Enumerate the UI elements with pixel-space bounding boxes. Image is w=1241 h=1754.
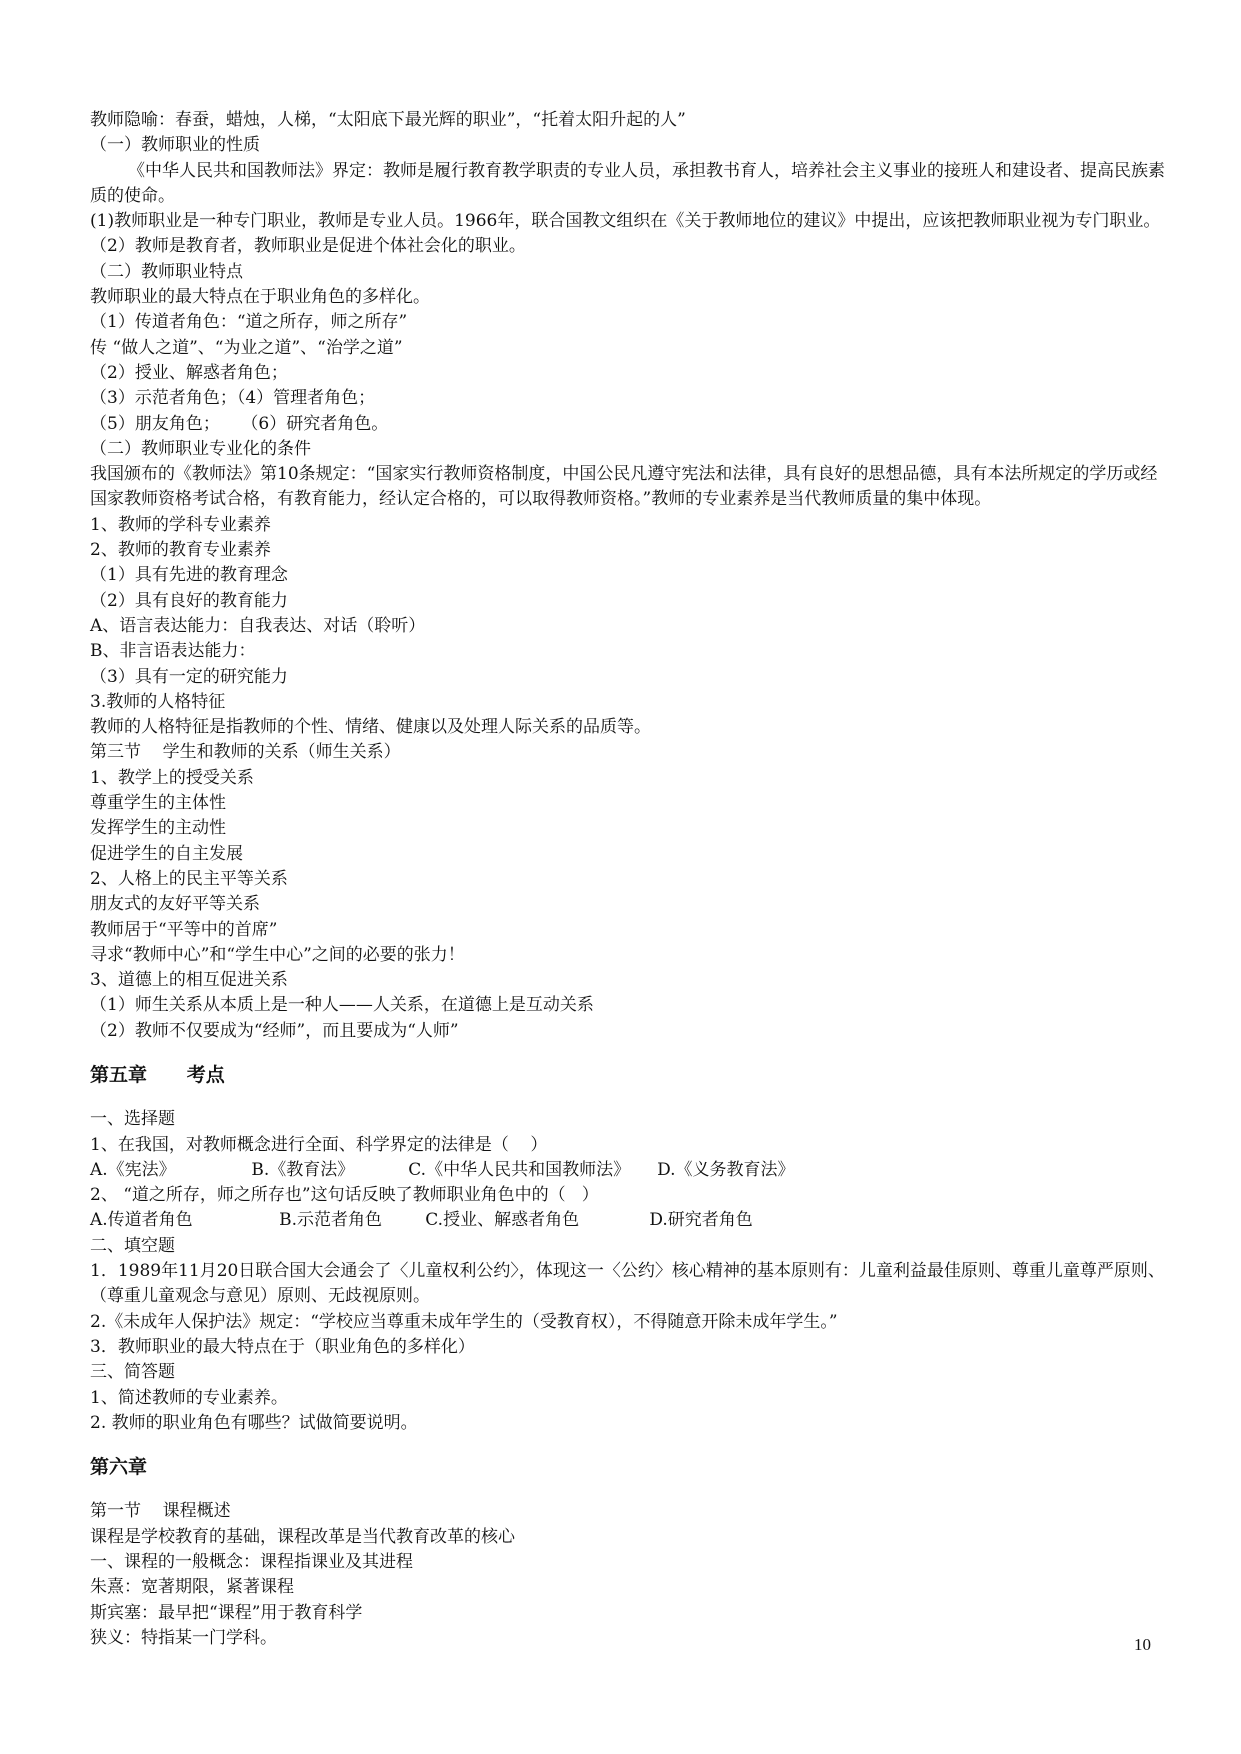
text-line: （3）示范者角色；（4）管理者角色； bbox=[90, 388, 376, 409]
text-line: 斯宾塞：最早把“课程”用于教育科学 bbox=[90, 1602, 363, 1623]
text-line: （1）具有先进的教育理念 bbox=[90, 565, 288, 586]
question-line: 1、在我国，对教师概念进行全面、科学界定的法律是（ ） bbox=[90, 1134, 548, 1155]
text-line: （3）具有一定的研究能力 bbox=[90, 666, 288, 687]
text-line: 教师的人格特征是指教师的个性、情绪、健康以及处理人际关系的品质等。 bbox=[90, 717, 651, 738]
text-line: 课程是学校教育的基础，课程改革是当代教育改革的核心 bbox=[90, 1526, 515, 1547]
text-line: 2. 教师的职业角色有哪些？试做简要说明。 bbox=[90, 1412, 418, 1433]
text-line: 一、课程的一般概念：课程指课业及其进程 bbox=[90, 1552, 413, 1573]
text-line: 狭义：特指某一门学科。 bbox=[90, 1627, 277, 1648]
page-number: 10 bbox=[1134, 1635, 1151, 1654]
page-content bbox=[90, 108, 1165, 1651]
text-line: 朱熹：宽著期限，紧著课程 bbox=[90, 1577, 294, 1598]
text-line: （2）授业、解惑者角色； bbox=[90, 362, 288, 383]
text-line: 1、教师的学科专业素养 bbox=[90, 514, 271, 535]
paragraph: 我国颁布的《教师法》第10条规定：“国家实行教师资格制度，中国公民凡遵守宪法和法律，具有良好的思想品德，具有本法所规定的学历或经国家教师资格考试合格，有教育能力，经认定合格的，可以取得教师资格。”教师的专业素养是当代教师质量的集中体现。 bbox=[90, 464, 1158, 510]
text-line: （1）传道者角色：“道之所存，师之所存” bbox=[90, 312, 408, 333]
section-heading: 二、填空题 bbox=[90, 1235, 175, 1256]
question-line: 2、 “道之所存，师之所存也”这句话反映了教师职业角色中的（ ） bbox=[90, 1185, 599, 1206]
section-heading: 一、选择题 bbox=[90, 1109, 175, 1130]
answer-options: A.传道者角色 B.示范者角色 C.授业、解惑者角色 D.研究者角色 bbox=[90, 1210, 753, 1231]
text-line: 尊重学生的主体性 bbox=[90, 793, 226, 814]
text-line: 传 “做人之道”、“为业之道”、“治学之道” bbox=[90, 337, 403, 358]
text-line: 朋友式的友好平等关系 bbox=[90, 894, 260, 915]
section-heading: 三、简答题 bbox=[90, 1362, 175, 1383]
section-heading: （二）教师职业专业化的条件 bbox=[90, 438, 311, 459]
chapter-heading: 第六章 bbox=[90, 1456, 148, 1479]
text-line: 教师隐喻：春蚕，蜡烛，人梯，“太阳底下最光辉的职业”，“托着太阳升起的人” bbox=[90, 110, 686, 130]
text-line: 3．教师职业的最大特点在于（职业角色的多样化） bbox=[90, 1336, 475, 1357]
text-line: 3、道德上的相互促进关系 bbox=[90, 970, 288, 991]
paragraph: 《中华人民共和国教师法》界定：教师是履行教育教学职责的专业人员，承担教书育人，培养社会主义事业的接班人和建设者、提高民族素质的使命。 bbox=[90, 160, 1165, 206]
text-line: 3.教师的人格特征 bbox=[90, 691, 226, 712]
text-line: 寻求“教师中心”和“学生中心”之间的必要的张力！ bbox=[90, 944, 465, 965]
text-line: 促进学生的自主发展 bbox=[90, 843, 243, 864]
section-heading: （一）教师职业的性质 bbox=[90, 135, 260, 156]
text-line: 2.《未成年人保护法》规定：“学校应当尊重未成年学生的（受教育权），不得随意开除未成年学生。” bbox=[90, 1311, 838, 1332]
text-line: （2）具有良好的教育能力 bbox=[90, 590, 288, 611]
text-line: （1）师生关系从本质上是一种人——人关系，在道德上是互动关系 bbox=[90, 995, 594, 1016]
text-line: （2）教师不仅要成为“经师”，而且要成为“人师” bbox=[90, 1020, 459, 1041]
answer-options: A.《宪法》 B.《教育法》 C.《中华人民共和国教师法》 D.《义务教育法》 bbox=[90, 1159, 795, 1180]
section-heading: 第一节 课程概述 bbox=[90, 1501, 231, 1522]
text-line: A、语言表达能力：自我表达、对话（聆听） bbox=[90, 615, 426, 636]
text-line: 1、简述教师的专业素养。 bbox=[90, 1387, 288, 1408]
text-line: 教师职业的最大特点在于职业角色的多样化。 bbox=[90, 287, 430, 308]
paragraph: (1)教师职业是一种专门职业，教师是专业人员。1966年，联合国教文组织在《关于教师地位的建议》中提出，应该把教师职业视为专门职业。 bbox=[90, 211, 1161, 232]
text-line: （5）朋友角色； （6）研究者角色。 bbox=[90, 413, 389, 434]
text-line: 2、教师的教育专业素养 bbox=[90, 540, 271, 561]
text-line: 2、人格上的民主平等关系 bbox=[90, 868, 288, 889]
text-line: 教师居于“平等中的首席” bbox=[90, 919, 278, 940]
section-heading: 第三节 学生和教师的关系（师生关系） bbox=[90, 742, 401, 763]
text-line: B、非言语表达能力： bbox=[90, 641, 256, 662]
text-line: （2）教师是教育者，教师职业是促进个体社会化的职业。 bbox=[90, 236, 526, 257]
chapter-heading: 第五章 考点 bbox=[90, 1063, 225, 1086]
text-line: 发挥学生的主动性 bbox=[90, 818, 226, 839]
text-line: 1、教学上的授受关系 bbox=[90, 767, 254, 788]
section-heading: （二）教师职业特点 bbox=[90, 261, 243, 282]
paragraph: 1．1989年11月20日联合国大会通会了〈儿童权利公约〉，体现这一〈公约〉核心精神的基本原则有：儿童利益最佳原则、尊重儿童尊严原则、（尊重儿童观念与意见）原则、无歧视原则。 bbox=[90, 1261, 1165, 1307]
